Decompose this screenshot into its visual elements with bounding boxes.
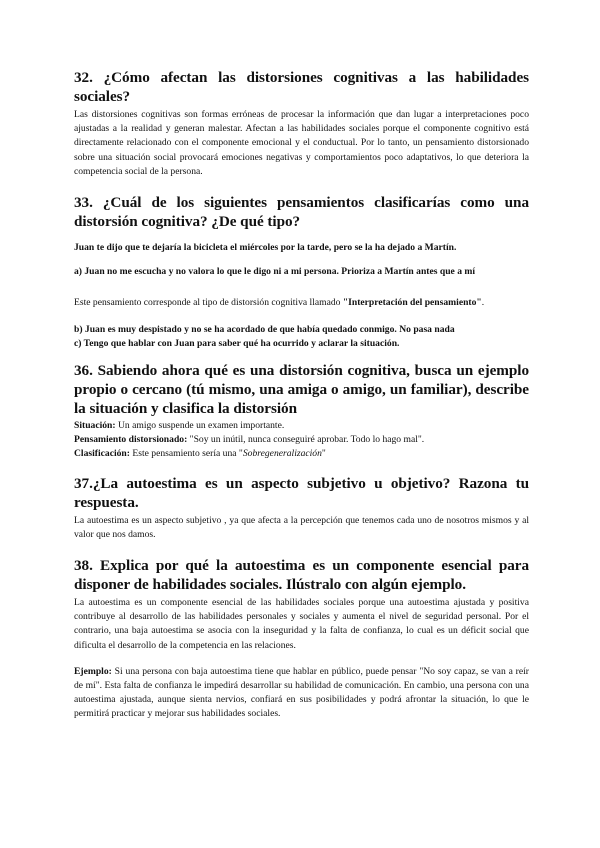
heading-32: 32. ¿Cómo afectan las distorsiones cognitivas a las habilidades sociales? xyxy=(74,69,529,105)
situation-line xyxy=(74,419,529,433)
classification-text: Este pensamiento sería una " xyxy=(129,448,243,460)
heading-37: 37.¿La autoestima es un aspecto subjetivo u objetivo? Razona tu respuesta. xyxy=(74,474,529,511)
answer-33 xyxy=(74,296,529,310)
option-a: a) Juan no me escucha y no valora lo que le digo ni a mi persona. Prioriza a Martín antes que a mí xyxy=(74,266,476,278)
distortion-type: "Interpretación del pensamiento" xyxy=(342,297,482,309)
statement-33: Juan te dijo que te dejaría la bicicleta el miércoles por la tarde, pero se la ha dejado a Martín. xyxy=(74,242,457,254)
thought-label: Pensamiento distorsionado: xyxy=(74,434,188,446)
answer-37: La autoestima es un aspecto subjetivo , ya que afecta a la percepción que tenemos cada uno de nosotros mismos y al valor que nos damos. xyxy=(74,514,529,540)
answer-38: La autoestima es un componente esencial de las habilidades sociales porque una autoestima ajustada y positiva contribuye al desarrollo de las habilidades personales y sociales y aumenta el nivel de seguridad personal. Por el contrario, una baja autoestima se asocia con la inseguridad y la falta de confianza, lo cual es un déficit social que dificulta el desarrollo de la competencia en las relaciones. xyxy=(74,597,529,651)
heading-36: 36. Sabiendo ahora qué es una distorsión cognitiva, busca un ejemplo propio o cercano (tú mismo, una amiga o amigo, un familiar), describe la situación y clasifica la distorsión xyxy=(74,362,529,418)
situation-label: Situación: xyxy=(74,420,116,432)
answer-32: Las distorsiones cognitivas son formas erróneas de procesar la información que dan lugar a interpretaciones poco ajustadas a la realidad y generan malestar. Afectan a las habilidades sociales porque el componente cognitivo está directamente relacionado con el componente emocional y el conductual. Por lo tanto, un pensamiento distorsionado sobre una situación social provocará emociones negativas y comportamientos poco adaptativos, lo que deteriora la competencia social de la persona. xyxy=(74,109,529,177)
thought-text: "Soy un inútil, nunca conseguiré aprobar. Todo lo hago mal". xyxy=(187,434,425,446)
answer-33-text: Este pensamiento corresponde al tipo de distorsión cognitiva llamado xyxy=(74,297,343,309)
classification-term: Sobregeneralización xyxy=(242,448,322,460)
classification-end: " xyxy=(321,448,326,460)
document-page xyxy=(74,68,529,722)
option-b: b) Juan es muy despistado y no se ha acordado de que había quedado conmigo. No pasa nada xyxy=(74,323,455,335)
heading-38: 38. Explica por qué la autoestima es un componente esencial para disponer de habilidades sociales. Ilústralo con algún ejemplo. xyxy=(74,557,529,594)
heading-33: 33. ¿Cuál de los siguientes pensamientos clasificarías como una distorsión cognitiva? ¿De qué tipo? xyxy=(74,194,529,231)
example-label: Ejemplo: xyxy=(74,665,112,677)
classification-line xyxy=(74,447,529,461)
example-text: Si una persona con baja autoestima tiene que hablar en público, puede pensar "No soy capaz, se van a reír de mí". Esta falta de confianza le impedirá desarrollar su habilidad de comunicación. En cambio, una persona con una autoestima ajustada, aunque sienta nervios, confiará en sus posibilidades y podrá afrontar la situación, lo que le permitirá practicar y mejorar sus habilidades sociales. xyxy=(74,665,529,720)
thought-line xyxy=(74,433,529,447)
answer-33-end: . xyxy=(481,297,485,309)
classification-label: Clasificación: xyxy=(74,448,130,460)
situation-text: Un amigo suspende un examen importante. xyxy=(115,420,285,432)
option-c: c) Tengo que hablar con Juan para saber qué ha ocurrido y aclarar la situación. xyxy=(74,337,400,349)
example-38 xyxy=(74,665,529,722)
